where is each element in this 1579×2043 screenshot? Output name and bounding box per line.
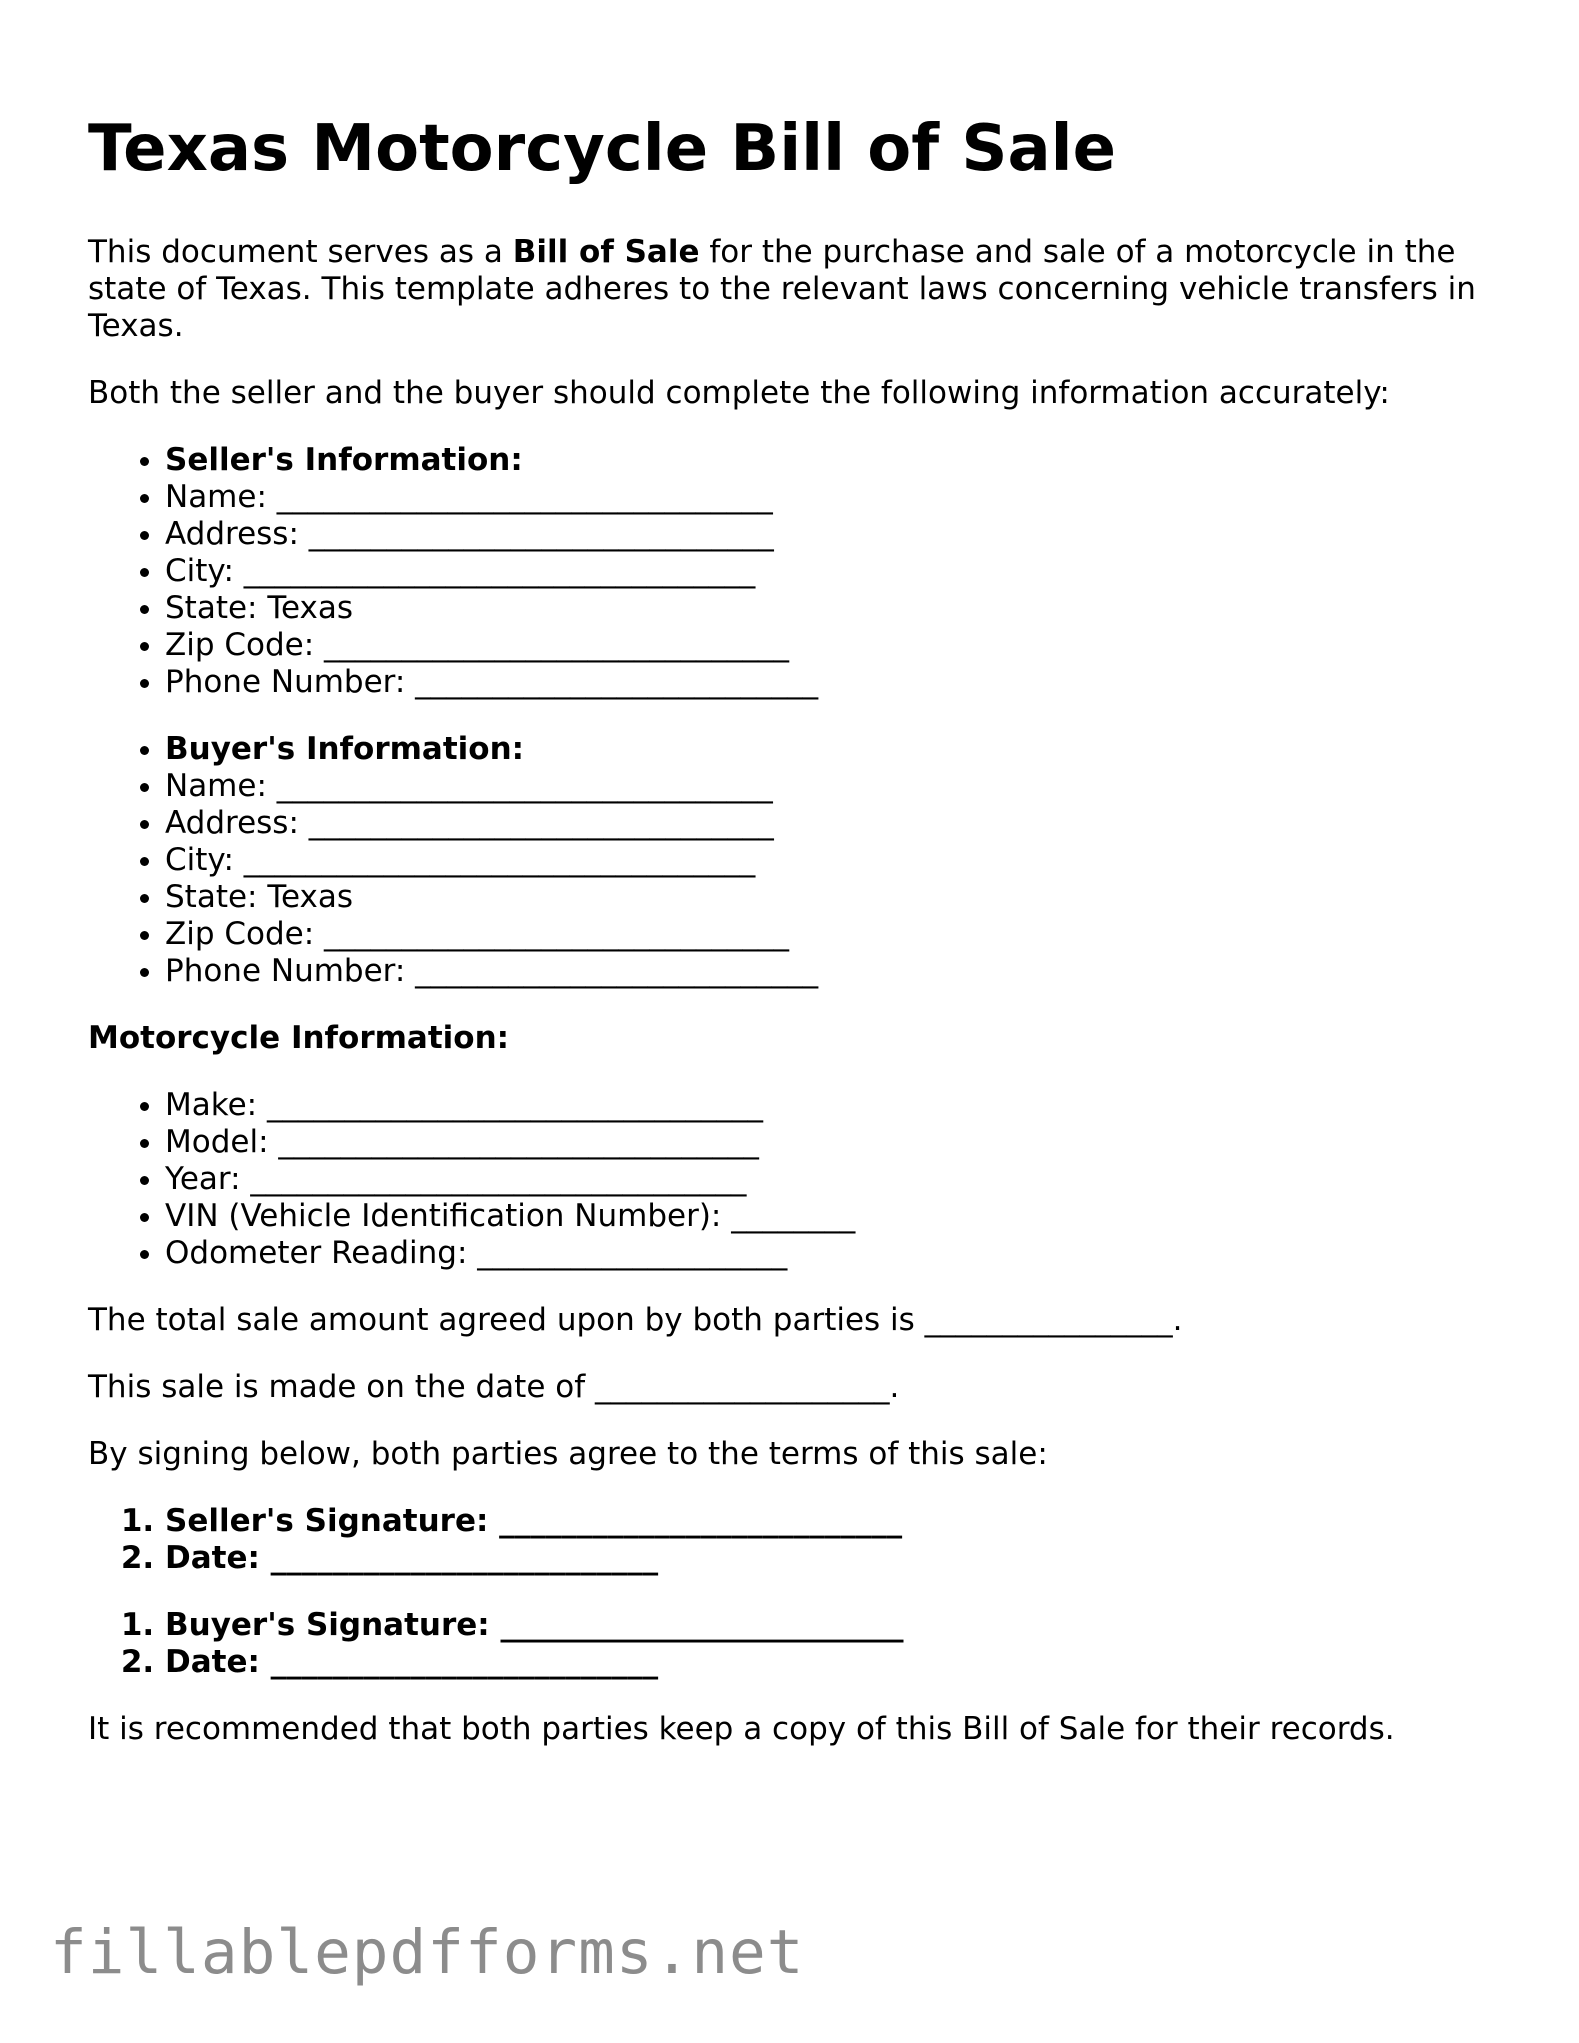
motorcycle-vin-field[interactable]: • VIN (Vehicle Identification Number): ________	[165, 1198, 1508, 1235]
instruction-paragraph: Both the seller and the buyer should complete the following information accurately:	[88, 375, 1390, 411]
buyer-signature-date-field[interactable]: 2. Date: _________________________	[165, 1644, 1508, 1681]
seller-name-field[interactable]: • Name: ________________________________	[165, 479, 1508, 516]
seller-city-field[interactable]: • City: _________________________________	[165, 553, 1508, 590]
motorcycle-odometer-field[interactable]: • Odometer Reading: ____________________	[165, 1235, 1508, 1272]
document-title: Texas Motorcycle Bill of Sale	[88, 112, 1116, 186]
buyer-address-field[interactable]: • Address: ______________________________	[165, 805, 1508, 842]
intro-text-after: for the purchase and sale of a motorcycle in the state of Texas. This template adheres to the relevant laws concerning vehicle transfers in Texas.	[88, 234, 1476, 344]
intro-bold-term: Bill of Sale	[512, 234, 700, 270]
seller-phone-field[interactable]: • Phone Number: __________________________	[165, 664, 1508, 701]
motorcycle-make-field[interactable]: • Make: ________________________________	[165, 1087, 1508, 1124]
motorcycle-info-list	[88, 1087, 1508, 1272]
buyer-signature-list	[88, 1607, 1508, 1681]
buyer-phone-field[interactable]: • Phone Number: __________________________	[165, 953, 1508, 990]
buyer-signature-field[interactable]: 1. Buyer's Signature: __________________________	[165, 1607, 1508, 1644]
watermark-text: fillablepdfforms.net	[50, 1917, 805, 1988]
buyer-city-field[interactable]: • City: _________________________________	[165, 842, 1508, 879]
intro-text-before: This document serves as a	[88, 234, 513, 270]
motorcycle-year-field[interactable]: • Year: ________________________________	[165, 1161, 1508, 1198]
signing-intro: By signing below, both parties agree to the terms of this sale:	[88, 1436, 1048, 1472]
closing-paragraph: It is recommended that both parties keep a copy of this Bill of Sale for their records.	[88, 1711, 1395, 1747]
sale-date-field[interactable]: This sale is made on the date of ___________________.	[88, 1369, 900, 1405]
document-page	[88, 108, 1508, 1778]
seller-zip-field[interactable]: • Zip Code: ______________________________	[165, 627, 1508, 664]
total-amount-field[interactable]: The total sale amount agreed upon by both parties is ________________.	[88, 1302, 1183, 1338]
motorcycle-info-heading: Motorcycle Information:	[88, 1020, 510, 1056]
seller-info-list	[88, 442, 1508, 701]
seller-signature-field[interactable]: 1. Seller's Signature: __________________________	[165, 1503, 1508, 1540]
intro-paragraph	[88, 234, 1508, 345]
seller-info-heading: • Seller's Information:	[165, 442, 1508, 479]
seller-address-field[interactable]: • Address: ______________________________	[165, 516, 1508, 553]
buyer-info-list	[88, 731, 1508, 990]
seller-signature-date-field[interactable]: 2. Date: _________________________	[165, 1540, 1508, 1577]
buyer-state-value: • State: Texas	[165, 879, 1508, 916]
seller-state-value: • State: Texas	[165, 590, 1508, 627]
buyer-zip-field[interactable]: • Zip Code: ______________________________	[165, 916, 1508, 953]
buyer-name-field[interactable]: • Name: ________________________________	[165, 768, 1508, 805]
seller-signature-list	[88, 1503, 1508, 1577]
motorcycle-model-field[interactable]: • Model: _______________________________	[165, 1124, 1508, 1161]
buyer-info-heading: • Buyer's Information:	[165, 731, 1508, 768]
